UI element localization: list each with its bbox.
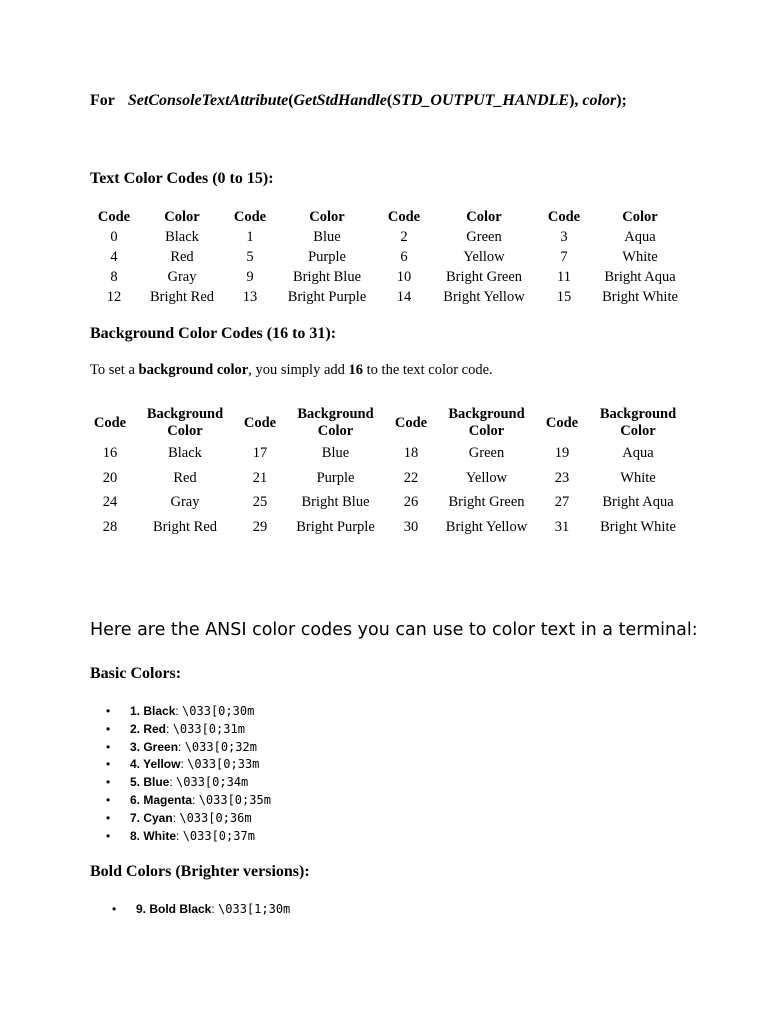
ansi-code: \033[0;31m: [172, 721, 245, 736]
table-cell: 25: [252, 494, 268, 510]
header-line: Code: [243, 414, 277, 431]
table-cell: Black: [168, 445, 202, 461]
text-color-codes-title: Text Color Codes (0 to 15):: [90, 170, 274, 187]
table-cell: 9: [246, 269, 254, 285]
table-cell: 30: [403, 518, 419, 535]
para-bold-background-color: background color: [138, 362, 249, 378]
table-cell: Yellow: [465, 469, 508, 486]
table-cell: Red: [173, 469, 197, 486]
col-header: [431, 405, 542, 441]
color-label: 2. Red: [130, 721, 167, 736]
table-cell: Bright Red: [149, 289, 215, 305]
bullet-icon: •: [106, 828, 111, 843]
header-line: Code: [394, 414, 428, 431]
table-cell: 21: [252, 469, 268, 486]
table-cell: White: [620, 469, 656, 486]
table-cell: Bright Yellow: [443, 289, 525, 305]
table-cell: 12: [106, 289, 122, 305]
table-cell: 11: [557, 269, 571, 285]
col-header: Code: [547, 209, 581, 225]
col-header: [391, 405, 431, 441]
table-cell: Gray: [167, 269, 197, 285]
col-header: [542, 405, 582, 441]
table-cell: 14: [396, 289, 412, 305]
table-cell: 18: [403, 445, 419, 461]
table-cell: 26: [403, 494, 419, 510]
color-label: 6. Magenta: [130, 792, 193, 807]
bullet-icon: •: [106, 775, 111, 790]
bullet-icon: •: [106, 810, 111, 825]
header-line: Background: [599, 406, 677, 422]
table-cell: 3: [560, 229, 568, 245]
table-cell: Bright Green: [445, 269, 523, 285]
color-label: 7. Cyan: [130, 810, 173, 825]
table-cell: Yellow: [463, 249, 505, 265]
header-line: Color: [167, 423, 203, 439]
table-cell: Bright White: [600, 518, 676, 535]
ansi-code: \033[0;34m: [176, 775, 249, 790]
bullet-icon: •: [106, 792, 111, 807]
separator: :: [211, 902, 219, 916]
table-row: [90, 515, 694, 540]
table-cell: Purple: [308, 249, 346, 265]
table-cell: Bright Yellow: [445, 518, 528, 535]
background-instruction: [90, 362, 493, 379]
table-cell: Bright Aqua: [602, 494, 674, 510]
bullet-icon: •: [106, 721, 111, 736]
table-cell: 10: [396, 269, 412, 285]
table-cell: Green: [466, 229, 502, 245]
col-header: Color: [622, 209, 658, 225]
col-header: [280, 405, 391, 441]
col-header: Code: [233, 209, 267, 225]
fn-get-std-handle: GetStdHandle: [293, 92, 387, 109]
separator: :: [178, 739, 185, 754]
table-cell: 4: [110, 249, 118, 265]
table-cell: Bright Purple: [296, 518, 375, 535]
para-text: to the text color code.: [363, 362, 493, 378]
col-header: [90, 405, 130, 441]
table-row: [90, 466, 694, 491]
header-line: Code: [93, 414, 127, 431]
ansi-code: \033[0;33m: [187, 757, 260, 772]
col-header: [240, 405, 280, 441]
bg-table-header-row: [90, 405, 694, 441]
table-cell: 7: [560, 249, 568, 265]
table-cell: 24: [102, 494, 118, 510]
table-cell: Aqua: [624, 229, 656, 245]
bullet-icon: •: [112, 902, 117, 916]
table-row: [90, 247, 692, 267]
ansi-code: \033[0;37m: [182, 828, 255, 843]
header-line: Background: [297, 406, 374, 422]
header-line: Color: [468, 423, 505, 439]
paren-open-2: (: [386, 92, 393, 109]
table-cell: 29: [252, 518, 268, 535]
fn-set-console-text-attribute: SetConsoleTextAttribute: [127, 92, 289, 109]
color-label: 9. Bold Black: [136, 902, 212, 916]
table-cell: 16: [102, 445, 118, 461]
text-color-table: [90, 207, 692, 307]
table-cell: Blue: [321, 445, 350, 461]
bullet-icon: •: [106, 704, 111, 718]
bullet-icon: •: [106, 739, 111, 754]
table-cell: Bright White: [602, 289, 678, 305]
table-cell: Bright Purple: [287, 289, 367, 305]
table-cell: White: [622, 249, 658, 265]
background-color-table: [90, 405, 694, 539]
col-header: Code: [387, 209, 421, 225]
col-header: Color: [164, 209, 200, 225]
paren-open: (: [288, 92, 294, 109]
separator: :: [166, 721, 173, 736]
para-text: To set a: [90, 362, 139, 378]
table-cell: 6: [400, 249, 408, 265]
table-cell: 23: [554, 469, 570, 486]
separator: :: [192, 792, 199, 807]
table-cell: Bright Green: [448, 494, 525, 510]
api-call-heading: [90, 92, 627, 110]
separator: :: [176, 828, 183, 843]
paren-close-semicolon: );: [616, 92, 627, 109]
color-label: 3. Green: [130, 739, 179, 754]
color-label: 4. Yellow: [130, 757, 181, 772]
table-cell: 17: [252, 445, 268, 461]
table-row: [90, 287, 692, 307]
separator: :: [180, 757, 188, 772]
table-cell: 2: [400, 229, 408, 245]
table-row: [90, 227, 692, 247]
table-cell: 22: [403, 469, 419, 486]
table-cell: Bright Red: [152, 518, 218, 535]
color-label: 1. Black: [130, 704, 176, 718]
table-cell: 13: [242, 289, 258, 305]
table-cell: Blue: [313, 229, 341, 245]
table-cell: 8: [110, 269, 118, 285]
para-bold-16: 16: [348, 362, 364, 378]
table-cell: 19: [554, 445, 570, 461]
color-label: 8. White: [130, 828, 177, 843]
ansi-code: \033[0;36m: [179, 810, 252, 825]
col-header: Color: [466, 209, 502, 225]
arg-std-output-handle: STD_OUTPUT_HANDLE: [392, 92, 570, 109]
table-cell: Red: [170, 249, 194, 265]
table-cell: 28: [102, 518, 118, 535]
table-row: [90, 441, 694, 466]
table-cell: 1: [246, 229, 254, 245]
ansi-code: \033[1;30m: [218, 902, 291, 916]
separator: :: [169, 775, 177, 790]
color-label: 5. Blue: [130, 775, 170, 790]
table-cell: Purple: [316, 469, 355, 486]
table-row: [90, 490, 694, 515]
header-line: Background: [146, 406, 224, 422]
separator: :: [172, 810, 180, 825]
table-cell: 31: [554, 518, 570, 535]
para-text: , you simply add: [248, 362, 349, 378]
col-header: [130, 405, 240, 441]
table-cell: 0: [110, 229, 118, 245]
table-cell: 15: [556, 289, 572, 305]
table-cell: Green: [468, 445, 505, 461]
ansi-code: \033[0;30m: [182, 704, 255, 718]
header-line: Background: [448, 406, 525, 422]
table-row: [90, 267, 692, 287]
header-line: Color: [620, 423, 656, 439]
table-cell: Black: [165, 229, 199, 245]
arg-color: color: [582, 92, 617, 109]
ansi-section-heading: Here are the ANSI color codes you can use to color text in a terminal:: [90, 620, 698, 640]
for-label: For: [90, 92, 115, 109]
col-header: Color: [309, 209, 345, 225]
background-color-codes-title: Background Color Codes (16 to 31):: [90, 325, 337, 342]
header-line: Color: [317, 423, 354, 439]
col-header: Code: [97, 209, 131, 225]
header-line: Code: [545, 414, 579, 431]
separator: :: [175, 704, 183, 718]
col-header: [582, 405, 694, 441]
ansi-code: \033[0;32m: [184, 739, 257, 754]
ansi-code: \033[0;35m: [198, 792, 271, 807]
bullet-icon: •: [106, 757, 111, 772]
text-table-header-row: [90, 207, 692, 227]
table-cell: Bright Blue: [292, 269, 362, 285]
bold-colors-title: Bold Colors (Brighter versions):: [90, 863, 310, 880]
basic-colors-title: Basic Colors:: [90, 665, 182, 682]
table-cell: Gray: [170, 494, 200, 510]
table-cell: Bright Aqua: [604, 269, 676, 285]
paren-close-comma: ),: [569, 92, 583, 109]
table-cell: Bright Blue: [301, 494, 370, 510]
table-cell: 27: [554, 494, 570, 510]
table-cell: 20: [102, 469, 118, 486]
table-cell: 5: [246, 249, 254, 265]
table-cell: Aqua: [622, 445, 654, 461]
